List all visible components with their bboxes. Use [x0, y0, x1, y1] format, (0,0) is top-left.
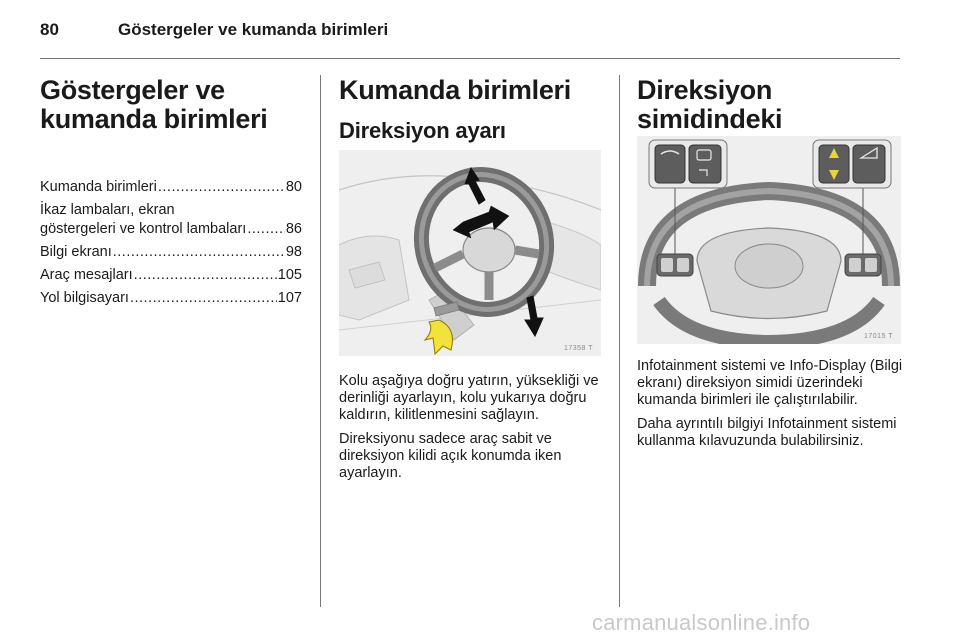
right-paragraph-2: Daha ayrıntılı bilgiyi Infotainment sistemi kullanma kılavuzunda bulabilirsiniz. — [637, 416, 897, 449]
steering-adjust-illustration — [339, 150, 601, 356]
toc-label: göstergeleri ve kontrol lambaları — [40, 221, 247, 237]
figure-code: 17015 T — [863, 333, 893, 340]
chapter-title: Göstergeler ve kumanda birimleri — [118, 20, 389, 39]
toc-page: 80 — [285, 179, 302, 195]
toc-page: 107 — [277, 290, 302, 306]
toc-label-line1: İkaz lambaları, ekran — [40, 202, 175, 218]
column-divider-1 — [320, 75, 321, 607]
watermark: carmanualsonline.info — [592, 610, 811, 635]
middle-body — [339, 373, 609, 489]
toc-item[interactable] — [40, 243, 302, 262]
toc-item[interactable] — [40, 266, 302, 285]
header-rule — [40, 58, 900, 59]
right-paragraph-1: Infotainment sistemi ve Info-Display (Bilgi ekranı) direksiyon simidi üzerindeki kumanda birimleri ile çalıştırılabilir. — [637, 358, 903, 408]
toc-page: 86 — [285, 221, 302, 237]
table-of-contents — [40, 178, 302, 312]
right-title-line1: Direksiyon simidindeki — [637, 75, 783, 134]
left-section-title — [40, 76, 310, 134]
middle-subtitle: Direksiyon ayarı — [339, 118, 506, 143]
toc-label: Bilgi ekranı — [40, 244, 112, 260]
middle-paragraph-1: Kolu aşağıya doğru yatırın, yüksekliği ve derinliği ayarlayın, kolu yukarıya doğru kaldırın, kilitlenmesini sağlayın. — [339, 373, 599, 423]
toc-label: Yol bilgisayarı — [40, 290, 129, 306]
left-title-line1: Göstergeler ve — [40, 75, 225, 105]
toc-item[interactable] — [40, 178, 302, 197]
toc-page: 105 — [277, 267, 302, 283]
steering-controls-illustration — [637, 136, 901, 344]
toc-item[interactable] — [40, 201, 302, 239]
steering-wheel-drawing — [339, 150, 601, 356]
figure-code: 17358 T — [563, 345, 593, 352]
toc-page: 98 — [285, 244, 302, 260]
page-number: 80 — [40, 20, 59, 39]
steering-controls-drawing — [637, 136, 901, 344]
right-body — [637, 358, 907, 457]
toc-item[interactable] — [40, 289, 302, 308]
middle-paragraph-2: Direksiyonu sadece araç sabit ve direksiyon kilidi açık konumda iken ayarlayın. — [339, 431, 562, 481]
left-title-line2: kumanda birimleri — [40, 104, 268, 134]
toc-label: Kumanda birimleri — [40, 179, 157, 195]
middle-section-title: Kumanda birimleri — [339, 75, 571, 105]
column-divider-2 — [619, 75, 620, 607]
toc-label: Araç mesajları — [40, 267, 133, 283]
